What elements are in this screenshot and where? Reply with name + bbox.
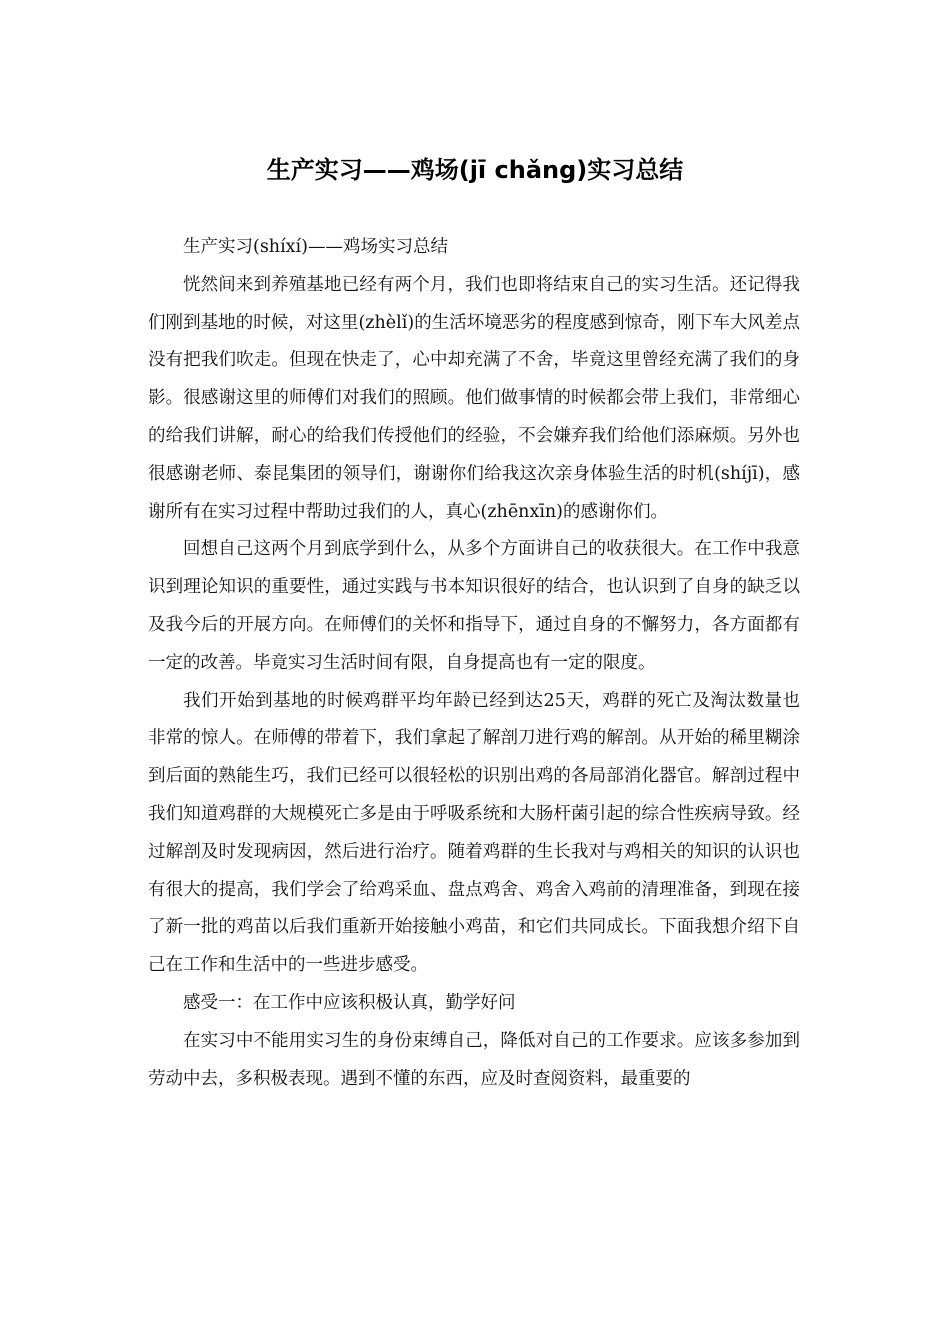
document-body <box>148 229 800 1098</box>
document-title: 生产实习——鸡场(jī chǎng)实习总结 <box>266 156 684 184</box>
section-heading-paragraph: 感受一：在工作中应该积极认真，勤学好问 <box>183 992 516 1013</box>
body-paragraph: 我们开始到基地的时候鸡群平均年龄已经到达25天，鸡群的死亡及淘汰数量也非常的惊人。在师傅的带着下，我们拿起了解剖刀进行鸡的解剖。从开始的稀里糊涂到后面的熟能生巧，我们已经可以很轻松的识别出鸡的各局部消化器官。解剖过程中我们知道鸡群的大规模死亡多是由于呼吸系统和大肠杆菌引起的综合性疾病导致。经过解剖及时发现病因，然后进行治疗。随着鸡群的生长我对与鸡相关的知识的认识也有很大的提高，我们学会了给鸡采血、盘点鸡舍、鸡舍入鸡前的清理准备，到现在接了新一批的鸡苗以后我们重新开始接触小鸡苗，和它们共同成长。下面我想介绍下自己在工作和生活中的一些进步感受。 <box>148 690 800 976</box>
body-paragraph: 在实习中不能用实习生的身份束缚自己，降低对自己的工作要求。应该多参加到劳动中去，多积极表现。遇到不懂的东西，应及时查阅资料，最重要的 <box>148 1030 800 1089</box>
body-paragraph: 回想自己这两个月到底学到什么，从多个方面讲自己的收获很大。在工作中我意识到理论知识的重要性，通过实践与书本知识很好的结合，也认识到了自身的缺乏以及我今后的开展方向。在师傅们的关怀和指导下，通过自身的不懈努力，各方面都有一定的改善。毕竟实习生活时间有限，自身提高也有一定的限度。 <box>148 539 800 673</box>
body-paragraph: 恍然间来到养殖基地已经有两个月，我们也即将结束自己的实习生活。还记得我们刚到基地的时候，对这里(zhèlǐ)的生活坏境恶劣的程度感到惊奇，刚下车大风差点没有把我们吹走。但现在快走了，心中却充满了不舍，毕竟这里曾经充满了我们的身影。很感谢这里的师傅们对我们的照顾。他们做事情的时候都会带上我们，非常细心的给我们讲解，耐心的给我们传授他们的经验，不会嫌弃我们给他们添麻烦。另外也很感谢老师、泰昆集团的领导们，谢谢你们给我这次亲身体验生活的时机(shíjī)，感谢所有在实习过程中帮助过我们的人，真心(zhēnxīn)的感谢你们。 <box>148 274 800 522</box>
subtitle-paragraph: 生产实习(shíxí)——鸡场实习总结 <box>183 237 448 257</box>
